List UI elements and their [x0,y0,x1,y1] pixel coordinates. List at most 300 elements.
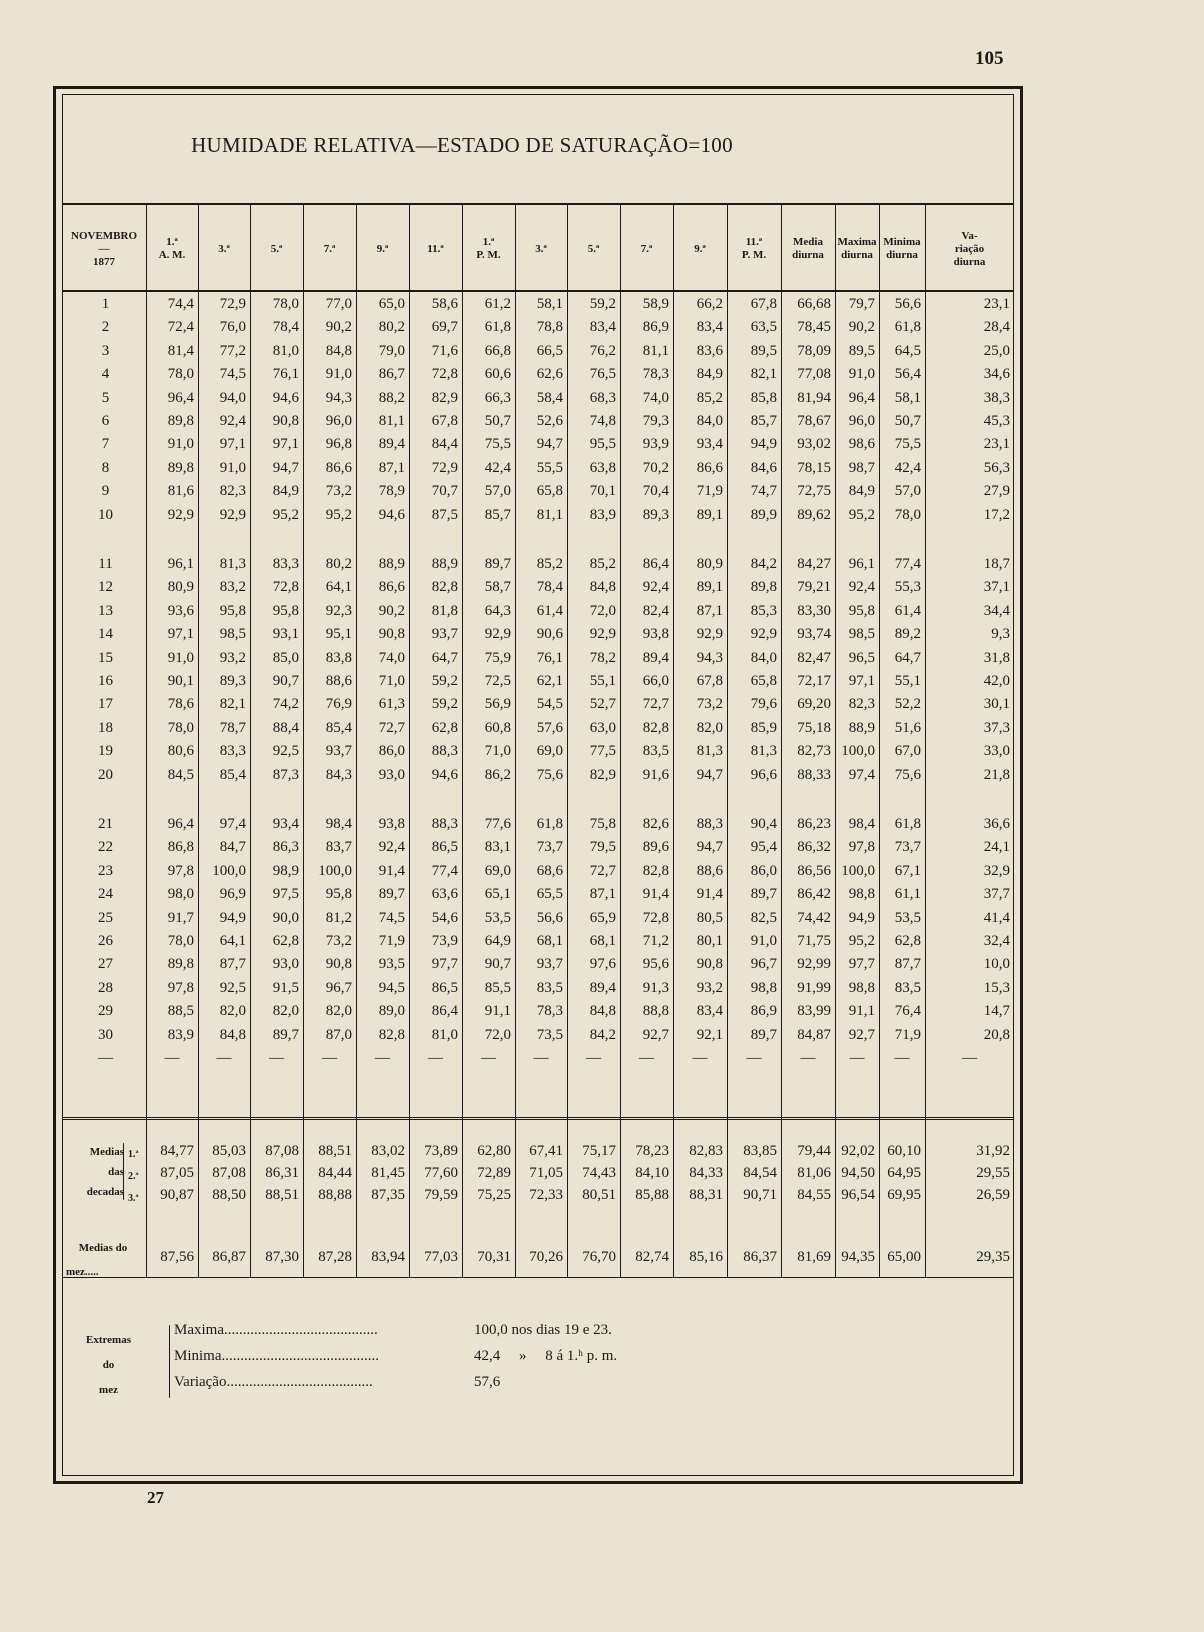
data-cell: 14,7 [983,1003,1010,1020]
data-cell: 34,4 [983,602,1010,619]
data-cell: 98,5 [219,626,246,643]
data-cell: 88,33 [797,766,831,783]
decade-mean-cell: 88,51 [318,1143,352,1159]
data-cell: 96,1 [848,556,875,572]
day-label: 3 [101,342,110,359]
data-cell: 93,9 [642,436,669,453]
data-cell: 71,9 [894,1026,921,1043]
data-cell: 84,8 [589,579,616,596]
data-cell: 59,2 [431,696,458,713]
data-cell: 100,0 [841,862,875,879]
data-cell: 91,4 [378,862,405,879]
data-cell: 81,1 [536,506,563,523]
data-cell: 83,8 [325,649,352,666]
header-column: Minima diurna [883,236,921,261]
data-cell: 88,4 [272,719,299,736]
data-cell: 32,4 [983,933,1010,949]
data-cell: 84,0 [750,649,777,666]
data-cell: 72,7 [589,862,616,879]
data-cell: 92,9 [750,626,777,643]
data-cell: 91,5 [272,979,299,996]
decade-mean-cell: 73,89 [424,1143,458,1159]
data-cell: 91,0 [219,459,246,476]
data-cell: 97,1 [848,673,875,689]
data-cell: 78,4 [536,579,563,596]
data-cell: 61,4 [536,602,563,619]
data-cell: 96,8 [325,436,352,453]
data-cell: 72,9 [431,459,458,476]
data-cell: 70,2 [642,459,669,476]
extremes-label-line: Extremas [85,1334,131,1346]
data-cell: 56,9 [484,696,511,713]
data-cell: 80,6 [167,743,194,760]
header-column: Maxima diurna [837,236,877,261]
data-cell: 91,7 [167,909,194,926]
data-cell: 96,0 [325,413,352,429]
data-cell: 93,74 [797,626,831,643]
data-cell: 82,0 [272,1003,299,1020]
header-column: Media diurna [792,236,824,261]
decade-mean-cell: 88,88 [318,1187,352,1203]
data-cell: 89,8 [167,956,194,973]
header-column: 5.ª [270,242,283,255]
data-cell: 96,4 [167,389,194,406]
data-cell: 85,2 [696,389,723,406]
day-label: 10 [98,506,113,523]
data-cell: 80,2 [325,556,352,572]
data-cell: 42,0 [983,673,1010,689]
data-cell: 78,15 [797,459,831,476]
data-cell: 78,7 [219,719,246,736]
data-cell: 95,2 [325,506,352,523]
data-cell: 62,1 [536,673,563,689]
data-cell: 94,6 [431,766,458,783]
month-means-rule [62,1277,1014,1278]
data-cell: 82,6 [642,816,669,832]
data-cell: 86,2 [484,766,511,783]
data-cell: 76,2 [589,342,616,359]
data-cell: 80,2 [378,319,405,336]
data-cell: 89,9 [750,506,777,523]
data-cell: 97,8 [167,979,194,996]
data-cell: 85,2 [536,556,563,572]
decade-mean-cell: 90,87 [160,1187,194,1203]
decade-mean-cell: 64,95 [887,1165,921,1181]
decade-mean-cell: 82,83 [689,1143,723,1159]
data-cell: 65,1 [484,886,511,903]
data-cell: 75,6 [894,766,921,783]
data-cell: 96,6 [750,766,777,783]
data-cell: 53,5 [894,909,921,926]
data-cell: 86,5 [431,979,458,996]
data-cell: 75,8 [589,816,616,832]
data-cell: 83,5 [642,743,669,760]
data-cell: 36,6 [983,816,1010,832]
day-label: 24 [98,886,113,903]
decade-mean-cell: 79,44 [797,1143,831,1159]
data-cell: 55,3 [894,579,921,596]
data-cell: 65,0 [378,296,405,312]
data-cell: 73,7 [894,839,921,856]
extremes-label-line: do [102,1359,115,1371]
day-label: 21 [98,816,113,832]
data-cell: 89,7 [378,886,405,903]
data-cell: 83,9 [589,506,616,523]
data-cell: 76,0 [219,319,246,336]
separator-dash: — [164,1050,180,1066]
data-cell: 85,0 [272,649,299,666]
data-cell: 61,8 [536,816,563,832]
data-cell: 61,2 [484,296,511,312]
data-cell: 27,9 [983,483,1010,500]
data-cell: 81,3 [750,743,777,760]
data-cell: 23,1 [983,296,1010,312]
data-cell: 97,5 [272,886,299,903]
decade-mean-cell: 31,92 [976,1143,1010,1159]
data-cell: 64,7 [894,649,921,666]
decade-mean-cell: 96,54 [841,1187,875,1203]
data-cell: 79,6 [750,696,777,713]
day-label: 30 [98,1026,113,1043]
decade-mean-cell: 83,02 [371,1143,405,1159]
header-column: 1.ª A. M. [158,236,186,261]
decade-brace [123,1143,124,1200]
data-cell: 86,0 [750,862,777,879]
data-cell: 81,1 [378,413,405,429]
data-cell: 76,9 [325,696,352,713]
data-cell: 84,2 [589,1026,616,1043]
data-cell: 83,99 [797,1003,831,1020]
data-cell: 82,5 [750,909,777,926]
data-cell: 85,4 [325,719,352,736]
decade-mean-cell: 74,43 [582,1165,616,1181]
data-cell: 61,3 [378,696,405,713]
header-column: 7.ª [323,242,336,255]
data-cell: 79,3 [642,413,669,429]
decade-mean-cell: 77,60 [424,1165,458,1181]
data-cell: 81,0 [272,342,299,359]
data-cell: 89,8 [750,579,777,596]
data-cell: 84,4 [431,436,458,453]
data-cell: 10,0 [983,956,1010,973]
data-cell: 81,3 [219,556,246,572]
data-cell: 95,1 [325,626,352,643]
data-cell: 68,6 [536,862,563,879]
data-cell: 87,0 [325,1026,352,1043]
data-cell: 72,7 [378,719,405,736]
data-cell: 90,7 [484,956,511,973]
data-cell: 15,3 [983,979,1010,996]
separator-dash: — [962,1050,977,1066]
data-cell: 92,7 [642,1026,669,1043]
data-cell: 21,8 [983,766,1010,783]
printer-signature: 27 [147,1488,164,1507]
data-cell: 85,3 [750,602,777,619]
data-cell: 90,4 [750,816,777,832]
day-label: 15 [98,649,113,666]
data-cell: 58,7 [484,579,511,596]
data-cell: 60,6 [484,366,511,383]
data-cell: 100,0 [212,862,246,879]
data-cell: 56,6 [894,296,921,312]
decade-mean-cell: 87,05 [160,1165,194,1181]
decade-mean-cell: 81,06 [797,1165,831,1181]
data-cell: 94,6 [378,506,405,523]
day-label: 11 [98,556,113,572]
data-cell: 94,3 [325,389,352,406]
decade-mean-cell: 88,51 [265,1187,299,1203]
data-cell: 88,6 [696,862,723,879]
data-cell: 50,7 [484,413,511,429]
data-cell: 85,7 [750,413,777,429]
day-label: 14 [98,626,113,643]
totals-rule [62,1117,1014,1120]
data-cell: 86,32 [797,839,831,856]
data-cell: 77,4 [431,862,458,879]
data-cell: 76,4 [894,1003,921,1020]
day-label: 8 [101,459,110,476]
data-cell: 92,9 [219,506,246,523]
decade-tag: 3.ª [128,1193,139,1204]
data-cell: 94,9 [848,909,875,926]
data-cell: 18,7 [983,556,1010,572]
data-cell: 68,3 [589,389,616,406]
data-cell: 89,5 [750,342,777,359]
data-cell: 96,0 [848,413,875,429]
data-cell: 75,5 [484,436,511,453]
data-cell: 84,7 [219,839,246,856]
data-cell: 53,5 [484,909,511,926]
data-cell: 72,7 [642,696,669,713]
data-cell: 70,1 [589,483,616,500]
data-cell: 92,1 [696,1026,723,1043]
data-cell: 82,0 [325,1003,352,1020]
data-cell: 92,3 [325,602,352,619]
data-cell: 91,6 [642,766,669,783]
data-cell: 68,1 [536,933,563,949]
header-column: 3.ª [535,242,547,255]
data-cell: 85,5 [484,979,511,996]
data-cell: 96,7 [325,979,352,996]
data-cell: 91,3 [642,979,669,996]
extreme-min-label: Minima.......................................... [174,1348,379,1364]
data-cell: 72,8 [272,579,299,596]
data-cell: 75,9 [484,649,511,666]
data-cell: 89,7 [484,556,511,572]
day-label: 2 [101,319,110,336]
data-cell: 96,7 [750,956,777,973]
data-cell: 56,4 [894,366,921,383]
data-cell: 42,4 [484,459,511,476]
day-label: 13 [98,602,113,619]
data-cell: 98,4 [325,816,352,832]
data-cell: 91,4 [696,886,723,903]
header-column: 1.ª P. M. [476,236,501,261]
data-cell: 92,9 [167,506,194,523]
data-cell: 86,6 [325,459,352,476]
data-cell: 87,7 [219,956,246,973]
data-cell: 97,1 [167,626,194,643]
data-cell: 90,2 [378,602,405,619]
day-label: 12 [98,579,113,596]
data-cell: 80,1 [696,933,723,949]
separator-dash: — [533,1050,549,1066]
data-cell: 89,3 [642,506,669,523]
header-top-rule [62,203,1014,205]
data-cell: 88,9 [378,556,405,572]
header-column: Va- riação diurna [953,229,986,268]
data-cell: 88,8 [642,1003,669,1020]
data-cell: 97,1 [219,436,246,453]
data-cell: 86,8 [167,839,194,856]
data-cell: 93,8 [378,816,405,832]
data-cell: 78,0 [894,506,921,523]
data-cell: 77,08 [797,366,831,383]
data-cell: 97,4 [848,766,875,783]
data-cell: 87,1 [589,886,616,903]
data-cell: 71,0 [378,673,405,689]
decade-mean-cell: 26,59 [976,1187,1010,1203]
data-cell: 90,2 [848,319,875,336]
data-cell: 61,1 [894,886,921,903]
data-cell: 78,4 [272,319,299,336]
month-mean-cell: 85,16 [689,1249,723,1265]
data-cell: 98,8 [750,979,777,996]
data-cell: 64,5 [894,342,921,359]
decade-mean-cell: 29,55 [976,1165,1010,1181]
data-cell: 95,2 [272,506,299,523]
data-cell: 89,7 [272,1026,299,1043]
day-label: 4 [101,366,110,383]
data-cell: 78,6 [167,696,194,713]
data-cell: 94,7 [696,839,723,856]
decade-mean-cell: 60,10 [887,1143,921,1159]
data-cell: 71,75 [797,933,831,949]
data-cell: 93,4 [696,436,723,453]
data-cell: 97,6 [589,956,616,973]
day-label: 28 [98,979,113,996]
data-cell: 90,8 [325,956,352,973]
separator-dash: — [216,1050,232,1066]
data-cell: 69,0 [484,862,511,879]
month-mean-cell: 83,94 [371,1249,405,1265]
data-cell: 94,7 [696,766,723,783]
day-label: 20 [98,766,113,783]
data-cell: 58,9 [642,296,669,312]
data-cell: 93,4 [272,816,299,832]
data-cell: 59,2 [589,296,616,312]
month-mean-cell: 65,00 [887,1249,921,1265]
data-cell: 88,2 [378,389,405,406]
data-cell: 31,8 [983,649,1010,666]
data-cell: 84,8 [219,1026,246,1043]
data-cell: 89,4 [642,649,669,666]
data-cell: 85,7 [484,506,511,523]
data-cell: 70,7 [431,483,458,500]
data-cell: 81,4 [167,342,194,359]
data-cell: 82,8 [378,1026,405,1043]
data-cell: 78,0 [167,366,194,383]
data-cell: 57,0 [894,483,921,500]
day-label: 25 [98,909,113,926]
decade-mean-cell: 94,50 [841,1165,875,1181]
data-cell: 37,1 [983,579,1010,596]
month-mean-cell: 86,37 [743,1249,777,1265]
data-cell: 94,9 [219,909,246,926]
data-cell: 89,5 [848,342,875,359]
data-cell: 67,8 [696,673,723,689]
data-cell: 28,4 [983,319,1010,336]
data-cell: 65,8 [536,483,563,500]
data-cell: 92,4 [848,579,875,596]
data-cell: 93,6 [167,602,194,619]
data-cell: 58,6 [431,296,458,312]
decade-mean-cell: 75,25 [477,1187,511,1203]
data-cell: 83,5 [894,979,921,996]
data-cell: 34,6 [983,366,1010,383]
data-cell: 78,3 [642,366,669,383]
data-cell: 73,2 [696,696,723,713]
data-cell: 84,9 [696,366,723,383]
data-cell: 83,3 [219,743,246,760]
data-cell: 59,2 [431,673,458,689]
data-cell: 85,9 [750,719,777,736]
data-cell: 42,4 [894,459,921,476]
data-cell: 91,0 [167,649,194,666]
data-cell: 93,0 [378,766,405,783]
data-cell: 92,5 [219,979,246,996]
data-cell: 83,4 [589,319,616,336]
data-cell: 97,7 [431,956,458,973]
data-cell: 83,30 [797,602,831,619]
data-cell: 92,9 [696,626,723,643]
data-cell: 72,5 [484,673,511,689]
data-cell: 70,4 [642,483,669,500]
data-cell: 82,47 [797,649,831,666]
data-cell: 75,5 [894,436,921,453]
data-cell: 82,3 [848,696,875,713]
data-cell: 86,23 [797,816,831,832]
data-cell: 84,0 [696,413,723,429]
data-cell: 83,3 [272,556,299,572]
data-cell: 65,9 [589,909,616,926]
data-cell: 83,6 [696,342,723,359]
data-cell: 89,4 [589,979,616,996]
data-cell: 77,4 [894,556,921,572]
month-label-line: Medias do [78,1242,128,1254]
data-cell: 9,3 [991,626,1010,643]
decade-mean-cell: 79,59 [424,1187,458,1203]
data-cell: 57,6 [536,719,563,736]
data-cell: 82,8 [431,579,458,596]
decade-tag: 1.ª [128,1149,139,1160]
decade-mean-cell: 84,54 [743,1165,777,1181]
data-cell: 78,3 [536,1003,563,1020]
separator-dash: — [481,1050,496,1066]
month-mean-cell: 82,74 [635,1249,669,1265]
data-cell: 88,9 [848,719,875,736]
data-cell: 89,6 [642,839,669,856]
day-label: 19 [98,743,113,760]
data-cell: 80,9 [167,579,194,596]
data-cell: 58,4 [536,389,563,406]
data-cell: 82,4 [642,602,669,619]
data-cell: 81,94 [797,389,831,406]
data-cell: 94,3 [696,649,723,666]
data-cell: 84,8 [589,1003,616,1020]
header-column: 9.ª [376,242,389,255]
separator-dash: — [746,1050,762,1066]
